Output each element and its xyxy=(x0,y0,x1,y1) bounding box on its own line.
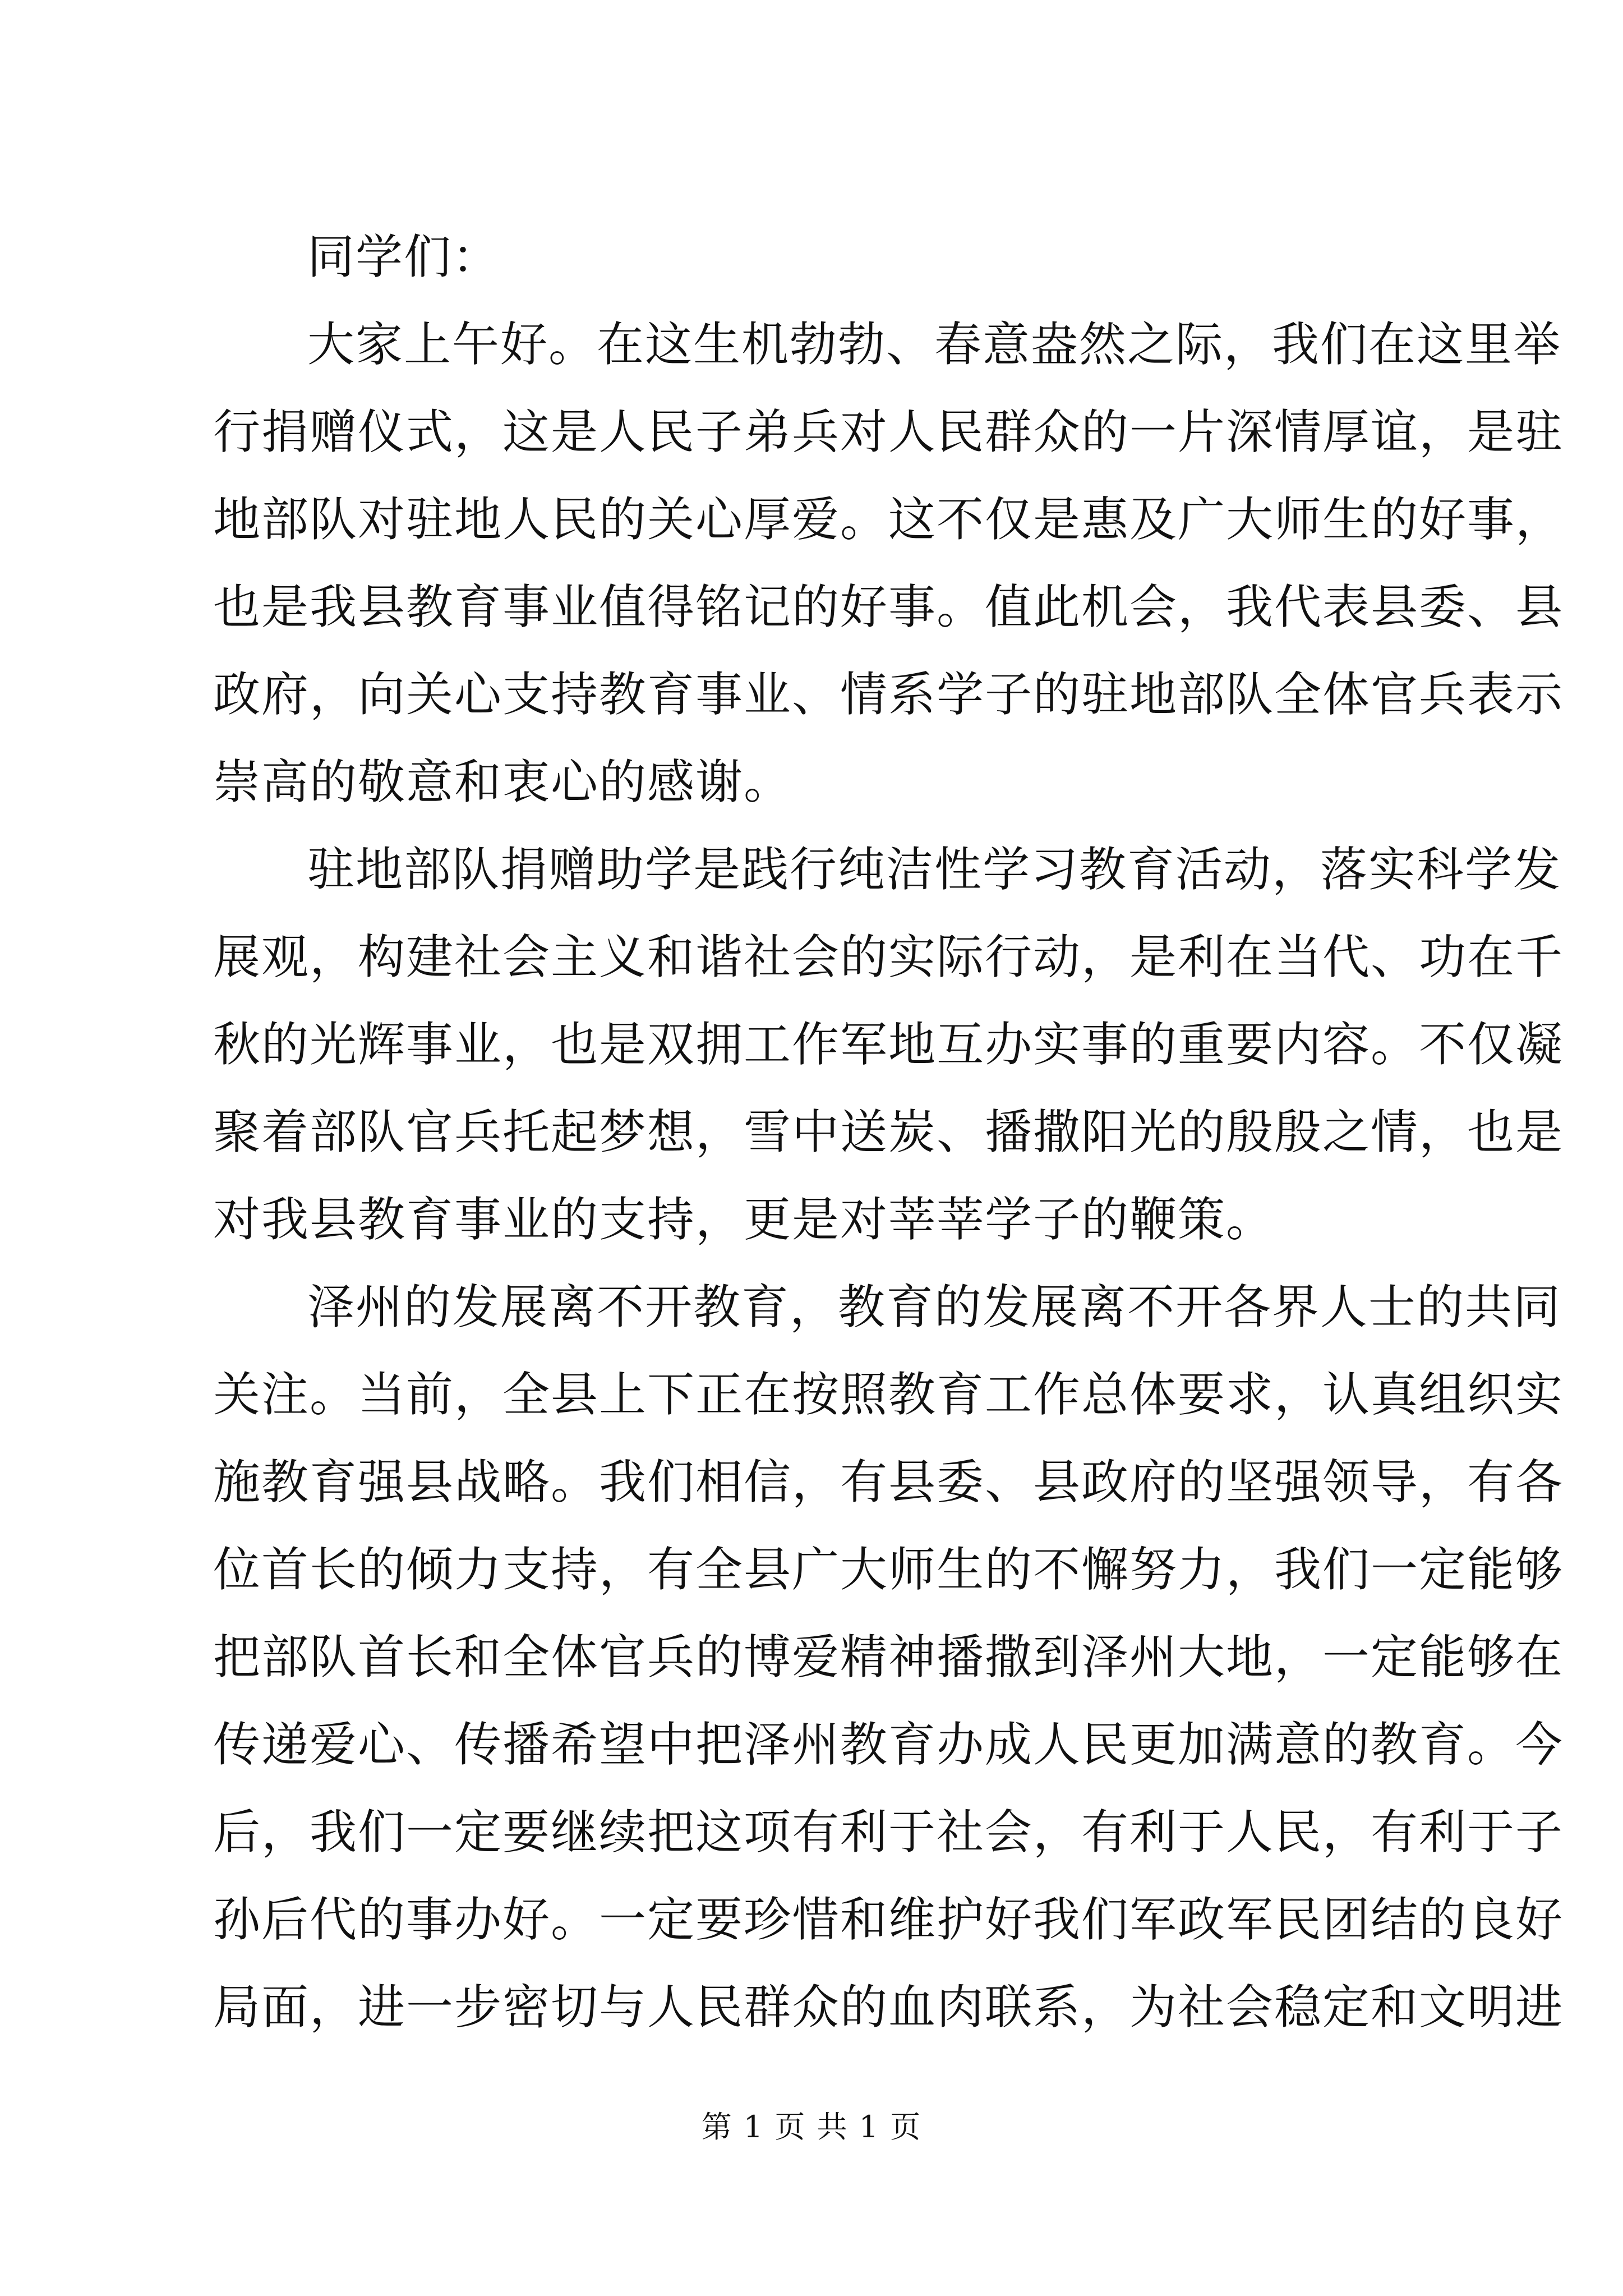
text-line: 行捐赠仪式，这是人民子弟兵对人民群众的一片深情厚谊，是驻 xyxy=(213,404,1564,459)
text-line: 展观，构建社会主义和谐社会的实际行动，是利在当代、功在千 xyxy=(213,930,1564,984)
text-line: 聚着部队官兵托起梦想，雪中送炭、播撒阳光的殷殷之情，也是 xyxy=(213,1105,1564,1159)
text-line: 局面，进一步密切与人民群众的血肉联系，为社会稳定和文明进 xyxy=(213,1980,1564,2035)
document-body xyxy=(213,213,1564,2051)
text-line: 同学们： xyxy=(307,229,501,284)
text-line: 也是我县教育事业值得铭记的好事。值此机会，我代表县委、县 xyxy=(213,579,1564,634)
text-line: 对我县教育事业的支持，更是对莘莘学子的鞭策。 xyxy=(213,1192,1275,1247)
text-line: 把部队首长和全体官兵的博爱精神播撒到泽州大地，一定能够在 xyxy=(213,1630,1564,1685)
text-line: 崇高的敬意和衷心的感谢。 xyxy=(213,754,792,809)
text-line: 驻地部队捐赠助学是践行纯洁性学习教育活动，落实科学发 xyxy=(307,842,1562,897)
text-line: 大家上午好。在这生机勃勃、春意盎然之际，我们在这里举 xyxy=(307,317,1562,372)
text-line: 孙后代的事办好。一定要珍惜和维护好我们军政军民团结的良好 xyxy=(213,1892,1564,1947)
text-line: 后，我们一定要继续把这项有利于社会，有利于人民，有利于子 xyxy=(213,1805,1564,1860)
page-footer: 第 1 页 共 1 页 xyxy=(701,2109,922,2145)
text-line: 泽州的发展离不开教育，教育的发展离不开各界人士的共同 xyxy=(307,1280,1562,1335)
text-line: 位首长的倾力支持，有全县广大师生的不懈努力，我们一定能够 xyxy=(213,1542,1564,1597)
text-line: 施教育强县战略。我们相信，有县委、县政府的坚强领导，有各 xyxy=(213,1455,1564,1510)
text-line: 政府，向关心支持教育事业、情系学子的驻地部队全体官兵表示 xyxy=(213,667,1564,722)
text-line: 地部队对驻地人民的关心厚爱。这不仅是惠及广大师生的好事， xyxy=(213,492,1564,547)
text-line: 秋的光辉事业，也是双拥工作军地互办实事的重要内容。不仅凝 xyxy=(213,1017,1564,1072)
text-line: 传递爱心、传播希望中把泽州教育办成人民更加满意的教育。今 xyxy=(213,1717,1564,1772)
text-line: 关注。当前，全县上下正在按照教育工作总体要求，认真组织实 xyxy=(213,1367,1564,1422)
